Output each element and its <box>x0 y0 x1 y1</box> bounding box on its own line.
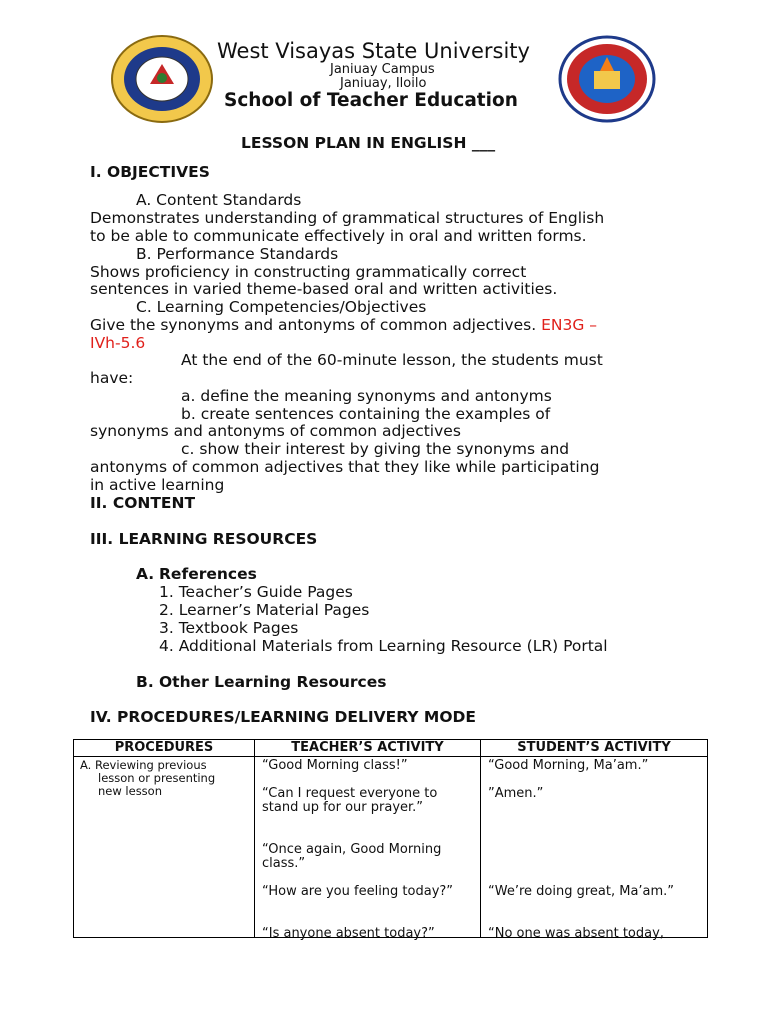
competency-text: Give the synonyms and antonyms of common adjectives. <box>90 316 537 334</box>
competency-code-continued: IVh-5.6 <box>90 334 146 352</box>
content-standards-line-1: Demonstrates understanding of grammatical structures of English <box>90 209 605 227</box>
table-header-row <box>74 740 708 757</box>
other-resources-label: Other Learning Resources <box>159 673 387 691</box>
procedure-label-line: lesson or presenting <box>98 771 216 785</box>
teacher-line: “Can I request everyone to <box>262 786 438 801</box>
university-seal-logo <box>110 34 214 124</box>
reference-item: 1. Teacher’s Guide Pages <box>159 583 353 601</box>
student-line: ”Amen.” <box>488 786 544 801</box>
teacher-activity-column-header: TEACHER’S ACTIVITY <box>255 740 481 757</box>
objectives-intro-line-2: have: <box>90 369 134 387</box>
teacher-line: class.” <box>262 856 306 871</box>
objective-c-line-3: in active learning <box>90 476 225 494</box>
objective-c-line-1: c. show their interest by giving the synonyms and <box>181 440 570 458</box>
learning-resources-heading: III. LEARNING RESOURCES <box>90 530 318 548</box>
school-name: School of Teacher Education <box>224 90 518 111</box>
procedures-column-header: PROCEDURES <box>74 740 255 757</box>
objectives-intro-line-1: At the end of the 60-minute lesson, the students must <box>181 351 603 369</box>
teacher-line: “How are you feeling today?” <box>262 884 454 899</box>
student-line: “Good Morning, Ma’am.” <box>488 758 649 773</box>
procedure-label-line: new lesson <box>98 784 163 798</box>
performance-standards-line-1: Shows proficiency in constructing grammatically correct <box>90 263 527 281</box>
competencies-label: C. Learning Competencies/Objectives <box>136 298 427 316</box>
content-standards-line-2: to be able to communicate effectively in oral and written forms. <box>90 227 587 245</box>
competency-code: EN3G – <box>541 316 598 334</box>
student-line: “No one was absent today, <box>488 926 664 941</box>
procedures-heading: IV. PROCEDURES/LEARNING DELIVERY MODE <box>90 708 476 726</box>
teacher-line: stand up for our prayer.” <box>262 800 424 815</box>
university-name: West Visayas State University <box>217 39 530 63</box>
competency-line <box>90 316 597 334</box>
student-activity-column-header: STUDENT’S ACTIVITY <box>481 740 708 757</box>
school-seal-logo <box>558 35 656 123</box>
campus-location: Janiuay, Iloilo <box>340 76 427 91</box>
performance-standards-line-2: sentences in varied theme-based oral and written activities. <box>90 280 558 298</box>
objectives-heading: I. OBJECTIVES <box>90 163 210 181</box>
objective-c-line-2: antonyms of common adjectives that they like while participating <box>90 458 600 476</box>
references-label: References <box>159 565 257 583</box>
procedure-cell <box>74 757 255 938</box>
campus-name: Janiuay Campus <box>330 62 435 77</box>
lesson-plan-title: LESSON PLAN IN ENGLISH ___ <box>241 134 496 152</box>
references-marker: A. <box>136 565 155 583</box>
teacher-line: “Is anyone absent today?” <box>262 926 435 941</box>
teacher-line: “Good Morning class!” <box>262 758 408 773</box>
content-standards-label: A. Content Standards <box>136 191 302 209</box>
performance-standards-label: B. Performance Standards <box>136 245 339 263</box>
student-line: “We’re doing great, Ma’am.” <box>488 884 675 899</box>
objective-b-line-1: b. create sentences containing the examples of <box>181 405 551 423</box>
reference-item: 3. Textbook Pages <box>159 619 299 637</box>
student-activity-cell <box>481 757 708 941</box>
objective-a: a. define the meaning synonyms and antonyms <box>181 387 552 405</box>
reference-item: 4. Additional Materials from Learning Resource (LR) Portal <box>159 637 608 655</box>
reference-item: 2. Learner’s Material Pages <box>159 601 370 619</box>
procedures-table <box>73 739 708 941</box>
objective-b-line-2: synonyms and antonyms of common adjectives <box>90 422 461 440</box>
other-resources-marker: B. <box>136 673 154 691</box>
table-row <box>74 757 708 938</box>
procedure-label-line: A. Reviewing previous <box>80 758 207 772</box>
content-heading: II. CONTENT <box>90 494 196 512</box>
teacher-line: “Once again, Good Morning <box>262 842 442 857</box>
teacher-activity-cell <box>255 757 481 941</box>
